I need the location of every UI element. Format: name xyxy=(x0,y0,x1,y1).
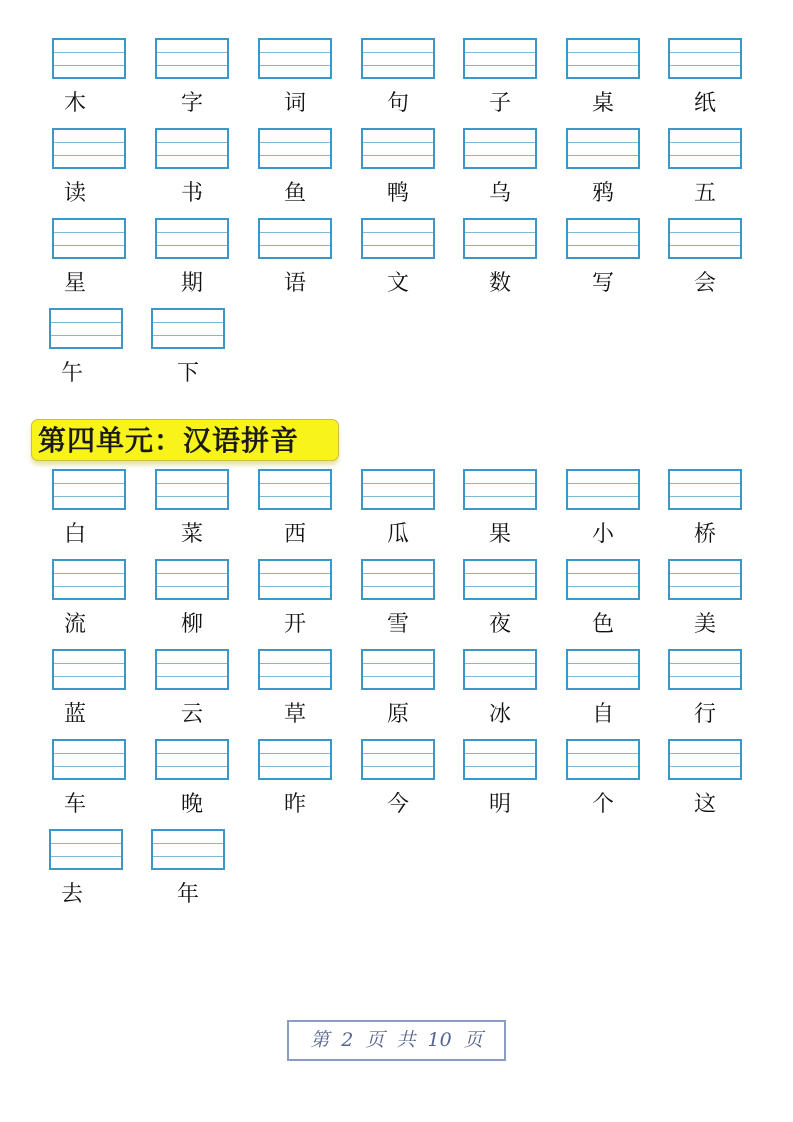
pinyin-writing-box[interactable] xyxy=(668,469,742,510)
pinyin-writing-box[interactable] xyxy=(463,649,537,690)
pinyin-writing-box[interactable] xyxy=(566,649,640,690)
pinyin-writing-box[interactable] xyxy=(361,559,435,600)
guide-line xyxy=(157,155,227,156)
guide-line xyxy=(54,663,124,664)
pinyin-writing-box[interactable] xyxy=(52,128,126,169)
guide-line xyxy=(568,142,638,143)
guide-line xyxy=(153,856,223,857)
guide-line xyxy=(670,232,740,233)
guide-line xyxy=(363,663,433,664)
guide-line xyxy=(363,245,433,246)
guide-line xyxy=(568,496,638,497)
pinyin-writing-box[interactable] xyxy=(566,38,640,79)
hanzi-character: 期 xyxy=(180,271,203,296)
guide-line xyxy=(568,676,638,677)
guide-line xyxy=(670,573,740,574)
pinyin-writing-box[interactable] xyxy=(463,38,537,79)
guide-line xyxy=(670,65,740,66)
hanzi-character: 木 xyxy=(64,91,87,116)
pinyin-writing-box[interactable] xyxy=(52,218,126,259)
guide-line xyxy=(157,52,227,53)
hanzi-character: 会 xyxy=(693,271,716,296)
guide-line xyxy=(670,766,740,767)
guide-line xyxy=(54,586,124,587)
guide-line xyxy=(260,155,330,156)
guide-line xyxy=(153,843,223,844)
pinyin-writing-box[interactable] xyxy=(463,218,537,259)
pinyin-writing-box[interactable] xyxy=(155,38,229,79)
guide-line xyxy=(260,766,330,767)
pinyin-writing-box[interactable] xyxy=(155,739,229,780)
guide-line xyxy=(54,753,124,754)
pinyin-writing-box[interactable] xyxy=(155,649,229,690)
hanzi-character: 写 xyxy=(591,271,614,296)
pinyin-writing-box[interactable] xyxy=(668,128,742,169)
hanzi-character: 句 xyxy=(386,91,409,116)
guide-line xyxy=(157,245,227,246)
hanzi-character: 行 xyxy=(693,702,716,727)
guide-line xyxy=(54,65,124,66)
guide-line xyxy=(260,753,330,754)
guide-line xyxy=(54,676,124,677)
pinyin-writing-box[interactable] xyxy=(463,559,537,600)
hanzi-character: 今 xyxy=(386,792,409,817)
pinyin-writing-box[interactable] xyxy=(361,649,435,690)
guide-line xyxy=(568,483,638,484)
hanzi-character: 果 xyxy=(488,522,511,547)
guide-line xyxy=(465,232,535,233)
pinyin-writing-box[interactable] xyxy=(566,469,640,510)
hanzi-character: 子 xyxy=(488,91,511,116)
pinyin-writing-box[interactable] xyxy=(361,739,435,780)
guide-line xyxy=(670,52,740,53)
guide-line xyxy=(568,232,638,233)
pinyin-writing-box[interactable] xyxy=(361,218,435,259)
guide-line xyxy=(670,245,740,246)
pinyin-writing-box[interactable] xyxy=(258,128,332,169)
guide-line xyxy=(670,753,740,754)
guide-line xyxy=(568,65,638,66)
guide-line xyxy=(153,335,223,336)
hanzi-character: 鸭 xyxy=(386,181,409,206)
guide-line xyxy=(363,232,433,233)
guide-line xyxy=(465,65,535,66)
pinyin-writing-box[interactable] xyxy=(463,128,537,169)
guide-line xyxy=(54,573,124,574)
pinyin-writing-box[interactable] xyxy=(258,559,332,600)
guide-line xyxy=(54,496,124,497)
hanzi-character: 个 xyxy=(591,792,614,817)
guide-line xyxy=(157,496,227,497)
guide-line xyxy=(465,496,535,497)
pinyin-writing-box[interactable] xyxy=(155,469,229,510)
guide-line xyxy=(157,766,227,767)
pinyin-writing-box[interactable] xyxy=(258,218,332,259)
guide-line xyxy=(568,586,638,587)
guide-line xyxy=(363,753,433,754)
guide-line xyxy=(54,155,124,156)
hanzi-character: 草 xyxy=(283,702,306,727)
guide-line xyxy=(54,52,124,53)
hanzi-character: 冰 xyxy=(488,702,511,727)
hanzi-character: 去 xyxy=(61,882,84,907)
hanzi-character: 色 xyxy=(591,612,614,637)
guide-line xyxy=(157,142,227,143)
hanzi-character: 五 xyxy=(693,181,716,206)
hanzi-character: 桌 xyxy=(591,91,614,116)
guide-line xyxy=(157,573,227,574)
guide-line xyxy=(363,496,433,497)
pinyin-writing-box[interactable] xyxy=(566,218,640,259)
guide-line xyxy=(568,52,638,53)
pinyin-writing-box[interactable] xyxy=(52,38,126,79)
hanzi-character: 鱼 xyxy=(283,181,306,206)
pinyin-writing-box[interactable] xyxy=(49,829,123,870)
hanzi-character: 开 xyxy=(283,612,306,637)
hanzi-character: 词 xyxy=(283,91,306,116)
guide-line xyxy=(363,142,433,143)
hanzi-character: 乌 xyxy=(488,181,511,206)
guide-line xyxy=(157,663,227,664)
hanzi-character: 美 xyxy=(693,612,716,637)
guide-line xyxy=(465,155,535,156)
guide-line xyxy=(54,142,124,143)
hanzi-character: 书 xyxy=(180,181,203,206)
hanzi-character: 菜 xyxy=(180,522,203,547)
guide-line xyxy=(465,676,535,677)
guide-line xyxy=(260,483,330,484)
pinyin-writing-box[interactable] xyxy=(668,559,742,600)
guide-line xyxy=(260,52,330,53)
hanzi-character: 西 xyxy=(283,522,306,547)
guide-line xyxy=(568,766,638,767)
page-number: 第 2 页 共 10 页 xyxy=(287,1020,506,1061)
guide-line xyxy=(670,496,740,497)
guide-line xyxy=(363,676,433,677)
guide-line xyxy=(465,142,535,143)
guide-line xyxy=(54,245,124,246)
guide-line xyxy=(670,676,740,677)
pinyin-writing-box[interactable] xyxy=(151,829,225,870)
hanzi-character: 白 xyxy=(64,522,87,547)
guide-line xyxy=(260,142,330,143)
hanzi-character: 午 xyxy=(61,361,84,386)
guide-line xyxy=(363,483,433,484)
guide-line xyxy=(465,663,535,664)
hanzi-character: 文 xyxy=(386,271,409,296)
hanzi-character: 鸦 xyxy=(591,181,614,206)
pinyin-writing-box[interactable] xyxy=(361,469,435,510)
guide-line xyxy=(51,335,121,336)
pinyin-writing-box[interactable] xyxy=(258,38,332,79)
guide-line xyxy=(568,753,638,754)
guide-line xyxy=(54,483,124,484)
hanzi-character: 夜 xyxy=(488,612,511,637)
guide-line xyxy=(363,766,433,767)
guide-line xyxy=(363,52,433,53)
guide-line xyxy=(157,753,227,754)
guide-line xyxy=(670,483,740,484)
hanzi-character: 自 xyxy=(591,702,614,727)
guide-line xyxy=(670,142,740,143)
pinyin-writing-box[interactable] xyxy=(155,559,229,600)
guide-line xyxy=(51,856,121,857)
guide-line xyxy=(670,586,740,587)
section-title-unit-4: 第四单元：汉语拼音 xyxy=(31,419,339,461)
guide-line xyxy=(568,155,638,156)
guide-line xyxy=(157,676,227,677)
guide-line xyxy=(260,496,330,497)
guide-line xyxy=(568,573,638,574)
guide-line xyxy=(363,155,433,156)
guide-line xyxy=(465,245,535,246)
guide-line xyxy=(363,65,433,66)
pinyin-writing-box[interactable] xyxy=(151,308,225,349)
guide-line xyxy=(465,52,535,53)
pinyin-writing-box[interactable] xyxy=(258,649,332,690)
hanzi-character: 纸 xyxy=(693,91,716,116)
hanzi-character: 晚 xyxy=(180,792,203,817)
guide-line xyxy=(260,232,330,233)
hanzi-character: 柳 xyxy=(180,612,203,637)
pinyin-writing-box[interactable] xyxy=(566,559,640,600)
hanzi-character: 昨 xyxy=(283,792,306,817)
pinyin-writing-box[interactable] xyxy=(361,128,435,169)
guide-line xyxy=(157,586,227,587)
pinyin-writing-box[interactable] xyxy=(668,218,742,259)
pinyin-writing-box[interactable] xyxy=(49,308,123,349)
pinyin-writing-box[interactable] xyxy=(258,469,332,510)
pinyin-writing-box[interactable] xyxy=(52,559,126,600)
pinyin-writing-box[interactable] xyxy=(463,739,537,780)
pinyin-writing-box[interactable] xyxy=(361,38,435,79)
guide-line xyxy=(465,573,535,574)
hanzi-character: 瓜 xyxy=(386,522,409,547)
guide-line xyxy=(51,843,121,844)
guide-line xyxy=(260,663,330,664)
pinyin-writing-box[interactable] xyxy=(52,649,126,690)
guide-line xyxy=(260,586,330,587)
pinyin-writing-box[interactable] xyxy=(155,218,229,259)
pinyin-writing-box[interactable] xyxy=(566,128,640,169)
hanzi-character: 数 xyxy=(488,271,511,296)
hanzi-character: 流 xyxy=(64,612,87,637)
guide-line xyxy=(260,65,330,66)
guide-line xyxy=(54,766,124,767)
guide-line xyxy=(568,245,638,246)
pinyin-writing-box[interactable] xyxy=(52,469,126,510)
hanzi-character: 云 xyxy=(180,702,203,727)
guide-line xyxy=(465,586,535,587)
pinyin-writing-box[interactable] xyxy=(668,38,742,79)
pinyin-writing-box[interactable] xyxy=(668,649,742,690)
guide-line xyxy=(157,232,227,233)
guide-line xyxy=(465,753,535,754)
guide-line xyxy=(260,245,330,246)
hanzi-character: 小 xyxy=(591,522,614,547)
hanzi-character: 原 xyxy=(386,702,409,727)
guide-line xyxy=(54,232,124,233)
guide-line xyxy=(363,573,433,574)
hanzi-character: 桥 xyxy=(693,522,716,547)
pinyin-writing-box[interactable] xyxy=(668,739,742,780)
pinyin-writing-box[interactable] xyxy=(52,739,126,780)
guide-line xyxy=(260,676,330,677)
guide-line xyxy=(670,663,740,664)
guide-line xyxy=(153,322,223,323)
guide-line xyxy=(157,483,227,484)
pinyin-writing-box[interactable] xyxy=(258,739,332,780)
hanzi-character: 字 xyxy=(180,91,203,116)
hanzi-character: 明 xyxy=(488,792,511,817)
pinyin-writing-box[interactable] xyxy=(566,739,640,780)
guide-line xyxy=(670,155,740,156)
hanzi-character: 雪 xyxy=(386,612,409,637)
hanzi-character: 星 xyxy=(64,271,87,296)
hanzi-character: 这 xyxy=(693,792,716,817)
hanzi-character: 读 xyxy=(64,181,87,206)
guide-line xyxy=(568,663,638,664)
hanzi-character: 下 xyxy=(176,361,199,386)
guide-line xyxy=(465,766,535,767)
hanzi-character: 蓝 xyxy=(64,702,87,727)
guide-line xyxy=(260,573,330,574)
guide-line xyxy=(157,65,227,66)
pinyin-writing-box[interactable] xyxy=(155,128,229,169)
hanzi-character: 车 xyxy=(64,792,87,817)
guide-line xyxy=(363,586,433,587)
pinyin-writing-box[interactable] xyxy=(463,469,537,510)
hanzi-character: 年 xyxy=(176,882,199,907)
hanzi-character: 语 xyxy=(283,271,306,296)
guide-line xyxy=(51,322,121,323)
guide-line xyxy=(465,483,535,484)
